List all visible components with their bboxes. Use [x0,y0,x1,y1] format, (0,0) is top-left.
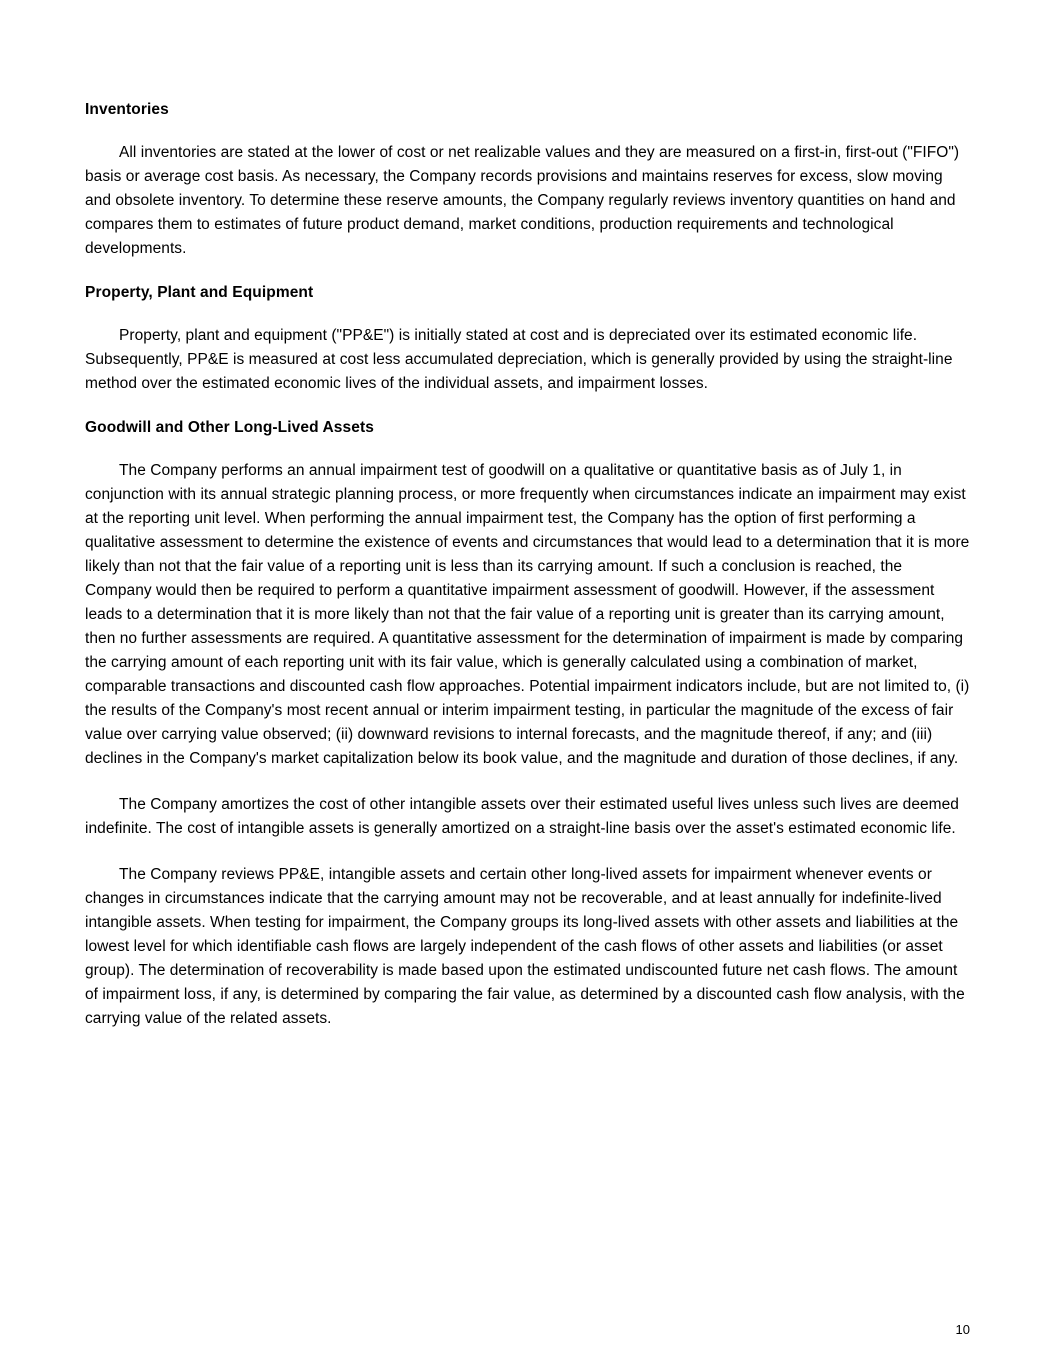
section-heading-inventories: Inventories [85,101,169,118]
spacer [85,304,970,324]
spacer [85,771,970,793]
document-content [85,100,970,1031]
spacer [85,439,970,459]
spacer [85,841,970,863]
section-heading-property-plant-and-equipment: Property, Plant and Equipment [85,284,314,301]
spacer [85,261,970,283]
page-number: 10 [955,1322,970,1337]
paragraph-ppe-1: Property, plant and equipment ("PP&E") is initially stated at cost and is depreciated over its estimated economic life. Subsequently, PP&E is measured at cost less accumulated depreciation, which is generally provided by using the straight-line method over the estimated economic lives of the individual assets, and impairment losses. [85,326,953,392]
paragraph-goodwill-3: The Company reviews PP&E, intangible assets and certain other long-lived assets for impairment whenever events or changes in circumstances indicate that the carrying amount may not be recoverable, and at least annually for indefinite-lived intangible assets. When testing for impairment, the Company groups its long-lived assets with other assets and liabilities at the lowest level for which identifiable cash flows are largely independent of the cash flows of other assets and liabilities (or asset group). The determination of recoverability is made based upon the estimated undiscounted future net cash flows. The amount of impairment loss, if any, is determined by comparing the fair value, as determined by a discounted cash flow analysis, with the carrying value of the related assets. [85,866,965,1028]
paragraph-inventories-1: All inventories are stated at the lower of cost or net realizable values and they are measured on a first-in, first-out ("FIFO") basis or average cost basis. As necessary, the Company records provisions and maintains reserves for excess, slow moving and obsolete inventory. To determine these reserve amounts, the Company regularly reviews inventory quantities on hand and compares them to estimates of future product demand, market conditions, production requirements and technological developments. [85,143,960,257]
spacer [85,121,970,141]
paragraph-goodwill-1: The Company performs an annual impairment test of goodwill on a qualitative or quantitative basis as of July 1, in conjunction with its annual strategic planning process, or more frequently when circumstances indicate an impairment may exist at the reporting unit level. When performing the annual impairment test, the Company has the option of first performing a qualitative assessment to determine the existence of events and circumstances that would lead to a determination that it is more likely than not that the fair value of a reporting unit is less than its carrying amount. If such a conclusion is reached, the Company would then be required to perform a quantitative impairment assessment of goodwill. However, if the assessment leads to a determination that it is more likely than not that the fair value of a reporting unit is greater than its carrying amount, then no further assessments are required. A quantitative assessment for the determination of impairment is made by comparing the carrying amount of each reporting unit with its fair value, which is generally calculated using a combination of market, comparable transactions and discounted cash flow approaches. Potential impairment indicators include, but are not limited to, (i) the results of the Company's most recent annual or interim impairment testing, in particular the magnitude of the excess of fair value over carrying value observed; (ii) downward revisions to internal forecasts, and the magnitude thereof, if any; and (iii) declines in the Company's market capitalization below its book value, and the magnitude and duration of those declines, if any. [85,461,970,768]
spacer [85,396,970,418]
paragraph-goodwill-2: The Company amortizes the cost of other intangible assets over their estimated useful lives unless such lives are deemed indefinite. The cost of intangible assets is generally amortized on a straight-line basis over the asset's estimated economic life. [85,796,959,838]
section-heading-goodwill-and-other-long-lived-assets: Goodwill and Other Long-Lived Assets [85,418,374,436]
